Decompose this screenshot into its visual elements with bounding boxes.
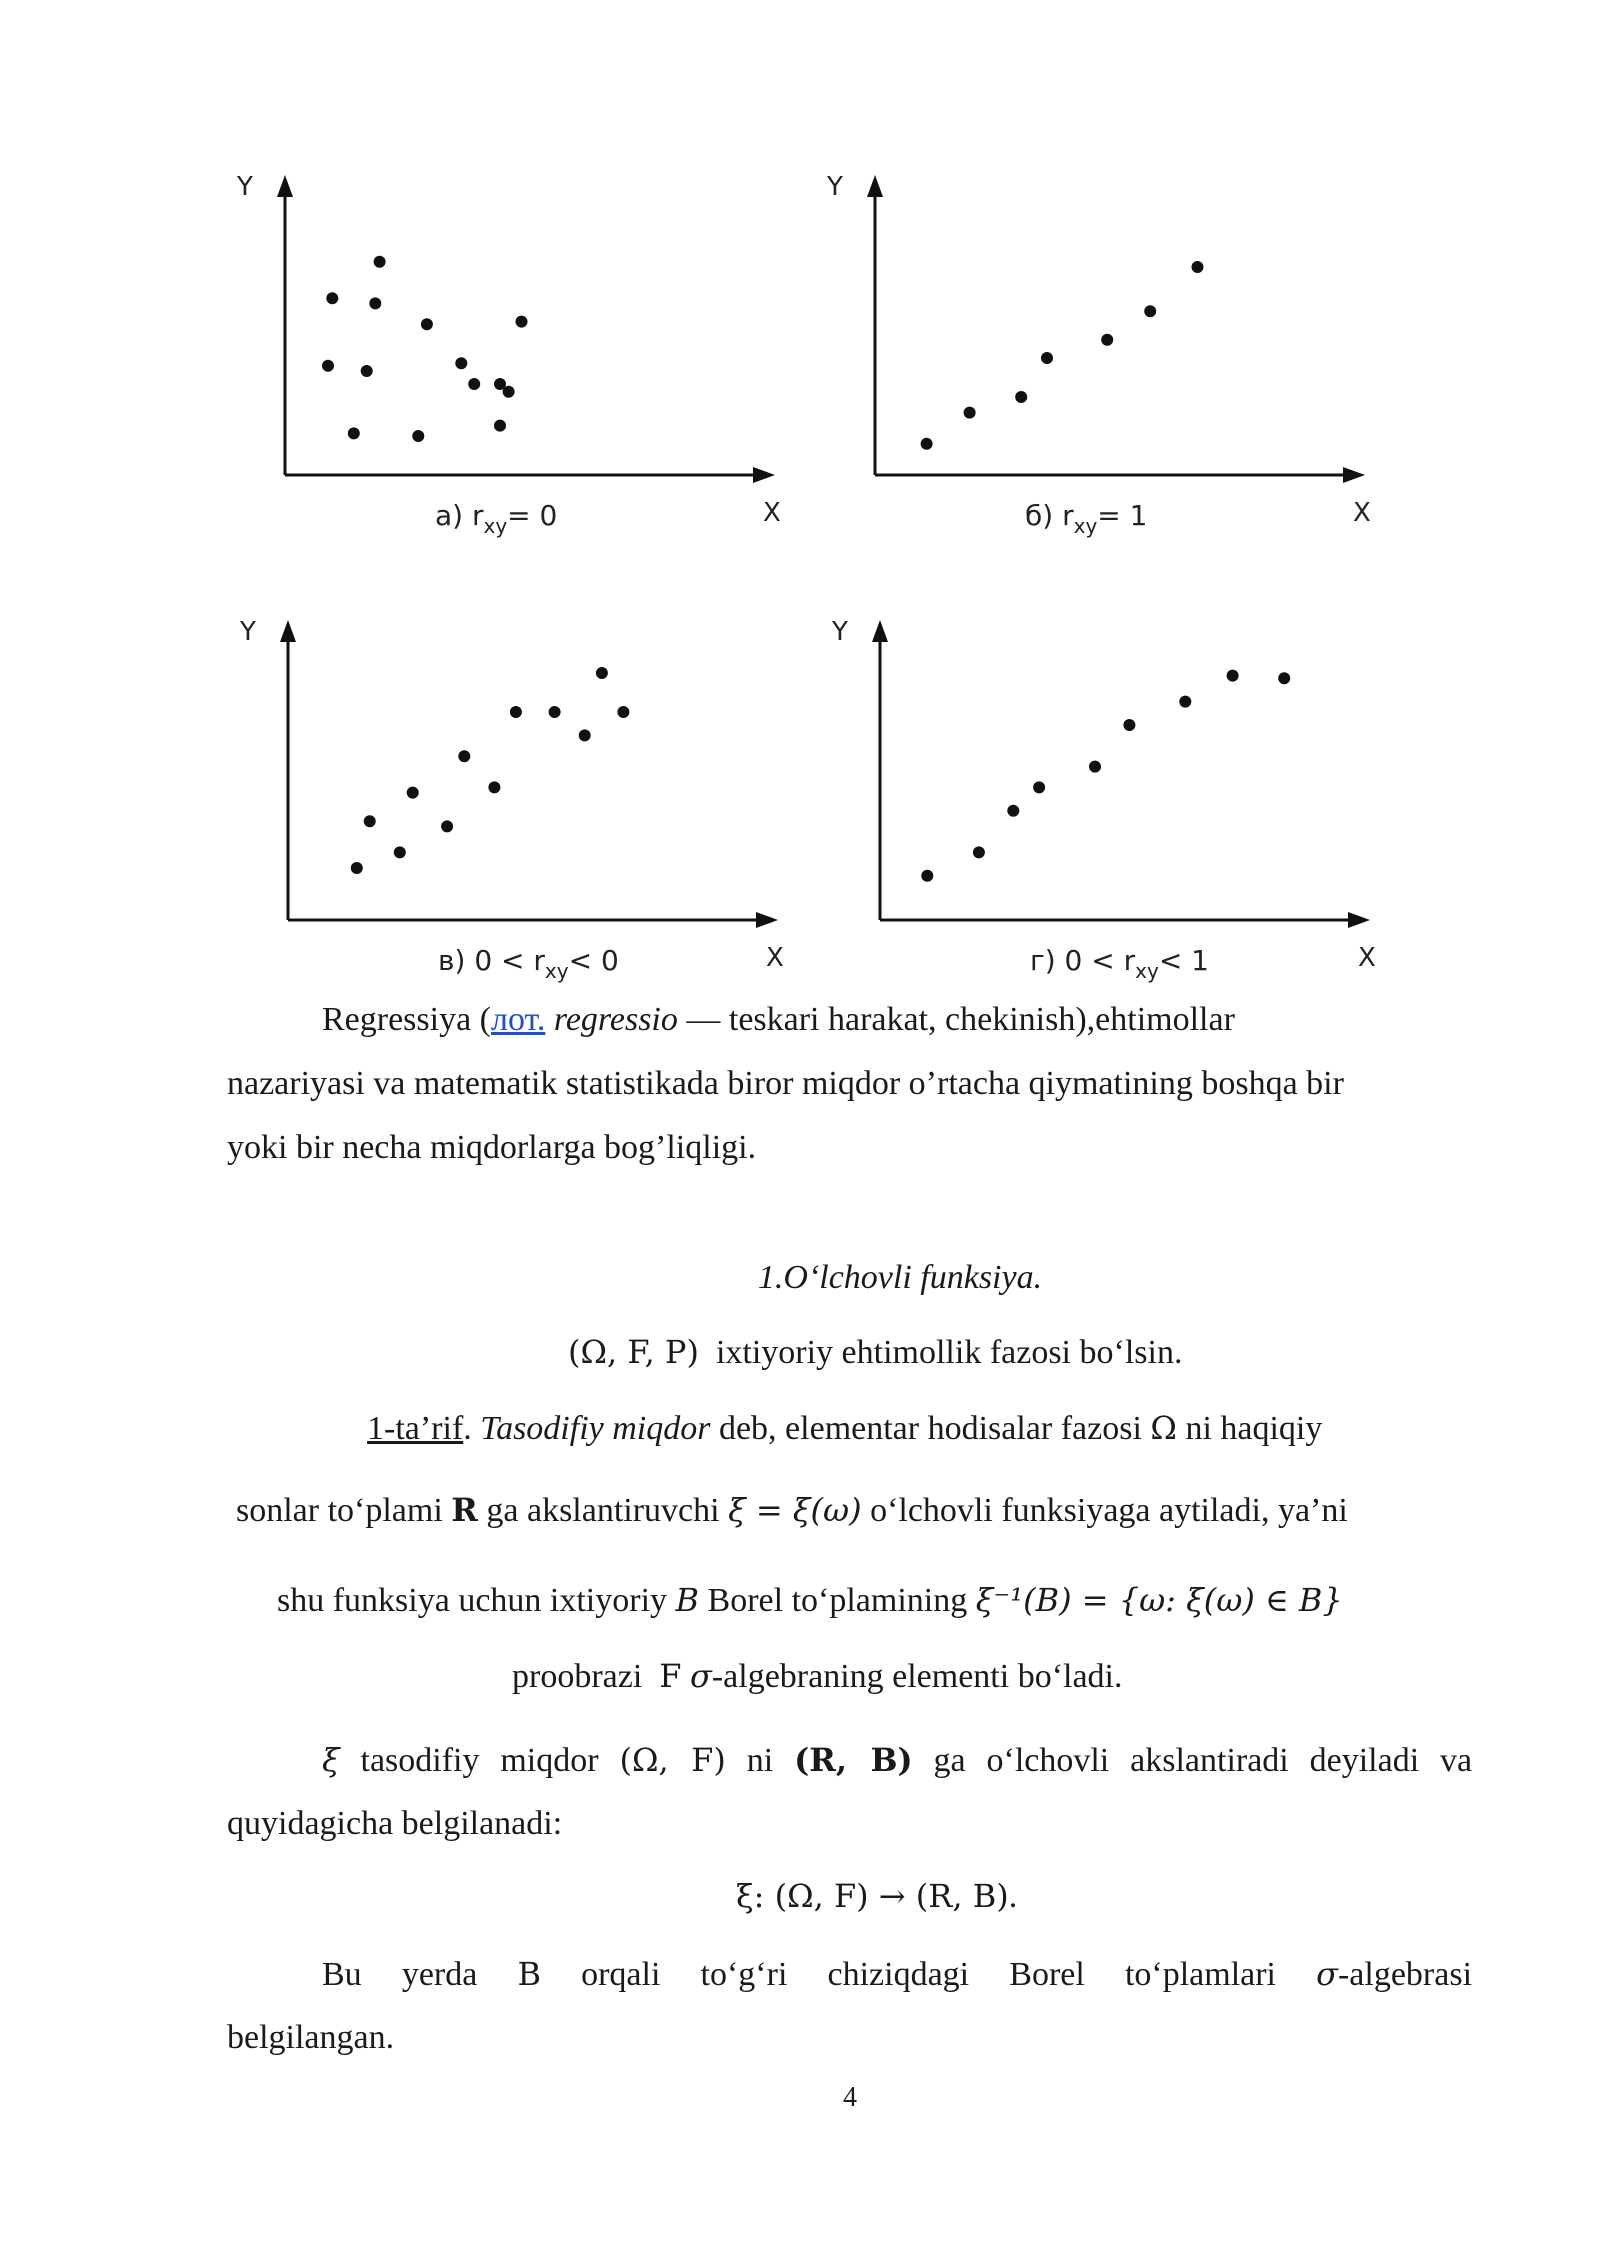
chart-1-y-label: Y: [237, 172, 253, 202]
chart-3-caption-part: в): [438, 944, 475, 977]
chart-2-x-label: X: [1353, 498, 1371, 528]
chart-2-caption: [1025, 499, 1147, 538]
chart-2-caption-part: xy: [1073, 514, 1098, 538]
chart-3-point-1: [351, 862, 363, 874]
chart-1-point-9: [468, 378, 480, 390]
chart-1-point-2: [326, 292, 338, 304]
chart-2-caption-part: = 1: [1097, 499, 1148, 532]
sigma-algebra-F-symbol: F: [659, 1657, 682, 1695]
chart-3-point-7: [488, 781, 500, 793]
chart-1-y-arrow: [277, 175, 293, 197]
chart-1-point-5: [516, 316, 528, 328]
definition-line-4: [512, 1652, 1123, 1701]
latin-term: regressio: [553, 1001, 678, 1038]
chart-4-point-3: [1007, 805, 1019, 817]
chart-4-caption-part: r: [1123, 944, 1136, 977]
chart-2-point-3: [1015, 391, 1027, 403]
sigma-symbol: σ: [689, 1657, 712, 1695]
text: miqdor: [500, 1742, 599, 1779]
text: Borel: [1009, 1956, 1085, 1993]
text: .: [463, 1410, 472, 1447]
text: -algebrasi: [1337, 1956, 1473, 1993]
chart-3-point-4: [407, 787, 419, 799]
text: orqali: [581, 1956, 661, 1993]
chart-3-point-11: [596, 667, 608, 679]
chart-2-caption-part: б): [1025, 499, 1063, 532]
definition-line-3: [277, 1576, 1343, 1625]
chart-2-y-arrow: [867, 175, 883, 197]
chart-3-caption-part: 0 <: [474, 944, 534, 977]
closing-line-2: belgilangan.: [227, 2019, 395, 2056]
chart-4-caption-part: г): [1030, 944, 1065, 977]
chart-4-y-label: Y: [832, 617, 848, 647]
chart-3-caption-part: r: [533, 944, 545, 977]
chart-4-point-1: [921, 870, 933, 882]
chart-2-x-arrow: [1343, 467, 1365, 483]
chart-3-x-arrow: [756, 912, 778, 928]
defined-term: Tasodifiy miqdor: [480, 1410, 711, 1447]
probability-space-line: [568, 1328, 1182, 1377]
text: sonlar to‘plami: [236, 1492, 443, 1529]
xi-symbol: ξ: [322, 1741, 340, 1779]
chart-1-point-11: [503, 386, 515, 398]
chart-2-point-4: [1041, 352, 1053, 364]
chart-1-x-label: X: [763, 498, 781, 528]
chart-4-y-arrow: [872, 620, 888, 642]
chart-4-point-8: [1227, 670, 1239, 682]
chart-1-x-arrow: [753, 467, 775, 483]
paragraph-regression-line-2: nazariyasi va matematik statistikada biror miqdor o’rtacha qiymatining boshqa bir: [227, 1065, 1344, 1102]
text: yerda: [401, 1956, 478, 1993]
text: proobrazi: [512, 1658, 643, 1695]
scatter-figure: [0, 0, 1600, 990]
text: Regressiya (: [322, 1001, 492, 1038]
text: va: [1440, 1742, 1473, 1779]
page-number: 4: [843, 2082, 857, 2113]
chart-3-x-label: X: [766, 943, 784, 973]
omega-symbol: Ω: [1150, 1409, 1177, 1447]
text: .: [1008, 1878, 1018, 1915]
chart-1-caption-part: xy: [483, 514, 508, 538]
chart-4-x-arrow: [1348, 912, 1370, 928]
text: tasodifiy: [360, 1742, 480, 1779]
chart-3-point-10: [579, 729, 591, 741]
chart-1-point-8: [455, 357, 467, 369]
definition-line-1: [367, 1404, 1322, 1453]
real-set-symbol: R: [451, 1491, 478, 1529]
borel-sigma-algebra-symbol: B: [517, 1955, 541, 1993]
chart-1-point-7: [361, 365, 373, 377]
chart-2-point-1: [921, 438, 933, 450]
text: ixtiyoriy ehtimollik fazosi bo‘lsin.: [715, 1334, 1183, 1371]
mapping-formula-text: ξ: (Ω, F) → (R, B): [736, 1877, 1009, 1915]
chart-3-point-9: [549, 706, 561, 718]
chart-2-point-2: [964, 407, 976, 419]
text: to‘plamlari: [1124, 1956, 1276, 1993]
sigma-symbol: σ: [1316, 1955, 1338, 1993]
chart-3-y-label: Y: [240, 617, 256, 647]
probability-space-formula: (Ω, F, P): [568, 1333, 699, 1371]
text: — teskari harakat, chekinish),ehtimollar: [677, 1001, 1235, 1038]
chart-3-point-12: [617, 706, 629, 718]
chart-4-x-label: X: [1358, 943, 1376, 973]
chart-3-caption-part: < 0: [568, 944, 619, 977]
chart-2-point-7: [1192, 261, 1204, 273]
chart-4-point-7: [1179, 696, 1191, 708]
chart-4-caption-part: 0 <: [1064, 944, 1124, 977]
chart-3-y-arrow: [280, 620, 296, 642]
chart-4-point-6: [1123, 719, 1135, 731]
mapping-formula: [736, 1872, 1017, 1921]
section-heading: [0, 1254, 1600, 1302]
chart-3-point-2: [364, 815, 376, 827]
definition-label: 1-ta’rif: [367, 1410, 464, 1447]
chart-1-caption-part: r: [471, 499, 484, 532]
text: Bu: [322, 1956, 362, 1993]
chart-1-point-4: [421, 318, 433, 330]
section-heading-text: 1.O‘lchovli funksiya.: [757, 1259, 1043, 1296]
paragraph-regression-line-3: yoki bir necha miqdorlarga bog’liqligi.: [227, 1129, 757, 1166]
text: deyiladi: [1309, 1742, 1420, 1779]
chart-2-point-5: [1101, 334, 1113, 346]
chart-1-point-6: [322, 360, 334, 372]
text: -algebraning elementi bo‘ladi.: [711, 1658, 1123, 1695]
text: ni: [746, 1742, 774, 1779]
text: o‘lchovli: [986, 1742, 1110, 1779]
chart-4-point-4: [1033, 781, 1045, 793]
chart-4-caption-part: xy: [1135, 959, 1159, 983]
chart-1-point-13: [412, 430, 424, 442]
mapping-line-2: quyidagicha belgilanadi:: [227, 1805, 563, 1842]
text: chiziqdagi: [827, 1956, 970, 1993]
latin-link[interactable]: лот.: [491, 1001, 546, 1038]
mapping-line-1: [322, 1736, 1472, 1785]
measurable-space-omega-F: (Ω, F): [619, 1741, 726, 1779]
paragraph-regression-line-1: [322, 996, 1235, 1044]
text: o‘lchovli funksiyaga aytiladi, ya’ni: [870, 1492, 1348, 1529]
chart-1-caption-part: = 0: [507, 499, 558, 532]
chart-1-point-12: [348, 427, 360, 439]
chart-2-point-6: [1144, 305, 1156, 317]
closing-line-1: [322, 1950, 1472, 1999]
preimage-formula: ξ⁻¹(B) = {ω: ξ(ω) ∈ B}: [975, 1581, 1343, 1619]
chart-3-caption-part: xy: [544, 959, 569, 983]
chart-3-point-3: [394, 846, 406, 858]
text: ga akslantiruvchi: [486, 1492, 720, 1529]
borel-set-symbol: B: [675, 1581, 700, 1619]
chart-1-point-1: [374, 256, 386, 268]
xi-function-formula: ξ = ξ(ω): [728, 1491, 862, 1529]
text: deb, elementar hodisalar fazosi: [718, 1410, 1142, 1447]
chart-4-caption-part: < 1: [1158, 944, 1209, 977]
text: ga: [933, 1742, 966, 1779]
definition-line-2: [236, 1486, 1348, 1535]
text: to‘g‘ri: [700, 1956, 788, 1993]
text: Borel to‘plamining: [707, 1582, 968, 1619]
chart-1-caption-part: а): [435, 499, 472, 532]
chart-3-point-5: [441, 820, 453, 832]
chart-4-point-2: [973, 846, 985, 858]
chart-2-y-label: Y: [827, 172, 843, 202]
chart-4-point-9: [1278, 672, 1290, 684]
text: akslantiradi: [1130, 1742, 1289, 1779]
text: [545, 1001, 554, 1038]
chart-3-caption: [438, 944, 619, 983]
text: shu funksiya uchun ixtiyoriy: [277, 1582, 668, 1619]
chart-4-point-5: [1089, 761, 1101, 773]
chart-2-caption-part: r: [1062, 499, 1074, 532]
chart-4-caption: [1030, 944, 1209, 983]
chart-1-caption: [435, 499, 557, 538]
chart-3-point-8: [510, 706, 522, 718]
text: ni haqiqiy: [1185, 1410, 1323, 1447]
chart-1-point-3: [369, 297, 381, 309]
measurable-space-R-B: (R, B): [794, 1741, 913, 1779]
chart-1-point-14: [494, 420, 506, 432]
chart-3-point-6: [458, 750, 470, 762]
